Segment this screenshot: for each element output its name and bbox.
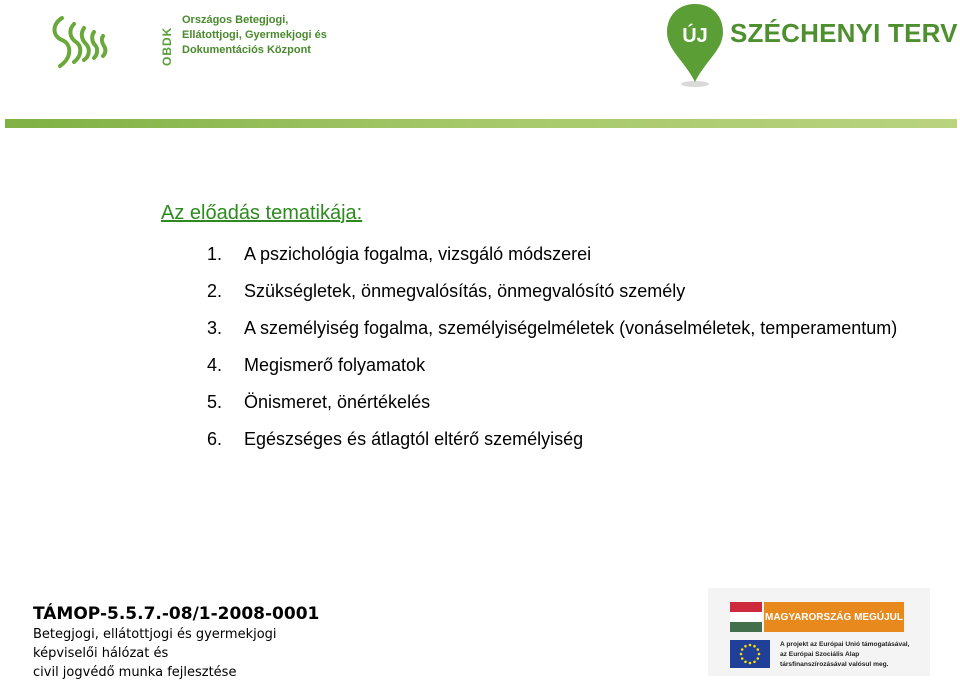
- eu-support-line: A projekt az Európai Unió támogatásával,: [780, 641, 910, 648]
- obdk-name-line: Ellátottjogi, Gyermekjogi és: [182, 29, 327, 41]
- project-info: [33, 603, 363, 682]
- eu-funding-badge: [708, 588, 930, 676]
- pin-label: ÚJ: [682, 25, 708, 47]
- list-item: [207, 315, 927, 341]
- list-item: [207, 426, 927, 452]
- eu-support-line: az Európai Szociális Alap: [780, 651, 860, 658]
- map-pin-icon: [664, 2, 726, 88]
- list-item-number: 5.: [207, 392, 223, 412]
- project-description-line: Betegjogi, ellátottjogi és gyermekjogi: [33, 627, 277, 642]
- szechenyi-wordmark: SZÉCHENYI TERV: [730, 18, 958, 48]
- list-item-text: Megismerő folyamatok: [244, 355, 426, 375]
- hungarian-flag-icon: [730, 602, 762, 632]
- list-item: [207, 278, 927, 304]
- obdk-emblem-icon: [48, 10, 114, 76]
- eu-flag-icon: [730, 640, 770, 668]
- project-description-line: képviselői hálózat és: [33, 646, 169, 661]
- list-item: [207, 241, 927, 267]
- topic-list: [207, 241, 927, 463]
- list-item-number: 6.: [207, 429, 223, 449]
- project-code: TÁMOP-5.5.7.-08/1-2008-0001: [33, 604, 320, 624]
- list-item: [207, 389, 927, 415]
- project-description-line: civil jogvédő munka fejlesztése: [33, 665, 237, 680]
- header-divider: [5, 119, 957, 128]
- page-title: Az előadás tematikája:: [161, 202, 363, 224]
- eu-support-text: [780, 640, 928, 670]
- szechenyi-terv-logo: [664, 2, 958, 88]
- list-item: [207, 352, 927, 378]
- magyarorszag-megujul-banner: MAGYARORSZÁG MEGÚJUL: [764, 602, 904, 632]
- list-item-text: Önismeret, önértékelés: [244, 392, 431, 412]
- list-item-number: 4.: [207, 355, 223, 375]
- obdk-abbreviation: OBDK: [160, 26, 174, 66]
- obdk-name-line: Országos Betegjogi,: [182, 14, 289, 26]
- list-item-number: 2.: [207, 281, 223, 301]
- obdk-name-line: Dokumentációs Központ: [182, 44, 311, 56]
- obdk-name: [182, 13, 327, 58]
- list-item-text: Szükségletek, önmegvalósítás, önmegvalósító személy: [244, 281, 686, 301]
- list-item-text: A pszichológia fogalma, vizsgáló módszerei: [244, 244, 592, 264]
- eu-support-line: társfinanszírozásával valósul meg.: [780, 661, 889, 668]
- list-item-text: A személyiség fogalma, személyiségelméletek (vonáselméletek, temperamentum): [244, 318, 898, 338]
- list-item-text: Egészséges és átlagtól eltérő személyiség: [244, 429, 584, 449]
- list-item-number: 3.: [207, 318, 223, 338]
- obdk-logo: [48, 10, 327, 76]
- list-item-number: 1.: [207, 244, 223, 264]
